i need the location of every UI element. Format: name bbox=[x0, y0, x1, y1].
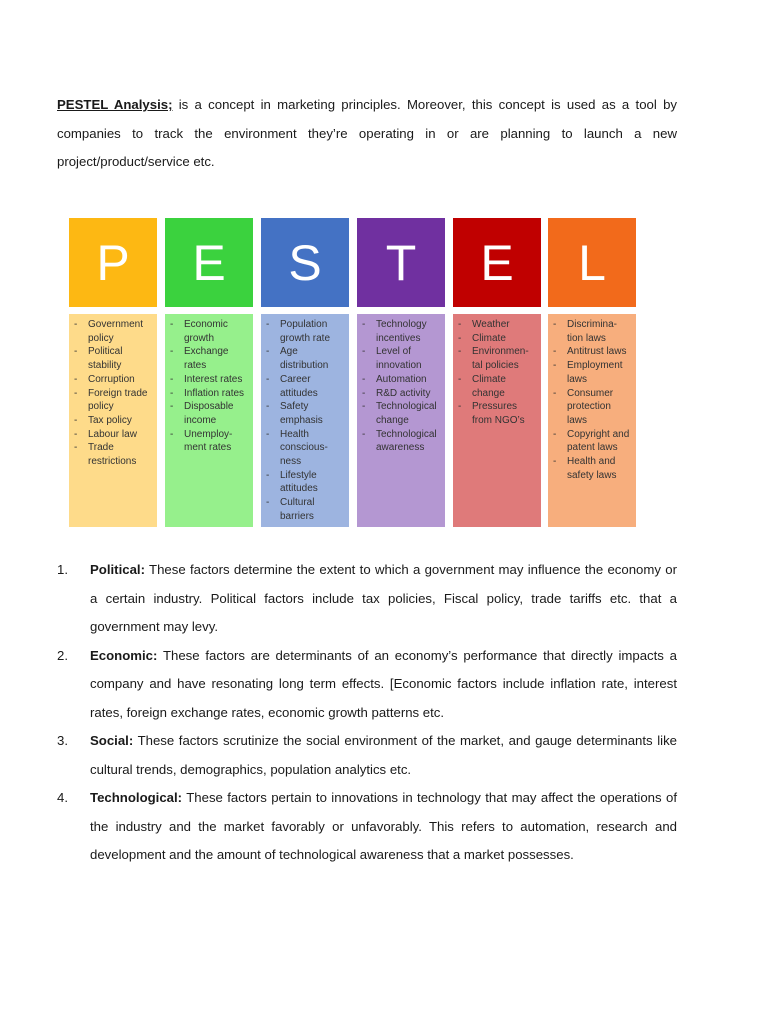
pestel-list-legal bbox=[548, 314, 636, 482]
pestel-item-text: Safety emphasis bbox=[280, 401, 323, 426]
pestel-column-economic bbox=[165, 218, 253, 528]
bullet-dash: - bbox=[170, 401, 174, 413]
pestel-list-item bbox=[264, 318, 346, 345]
pestel-column-legal bbox=[548, 218, 636, 528]
pestel-list-item bbox=[72, 318, 154, 345]
bullet-dash: - bbox=[170, 387, 174, 399]
pestel-list-political bbox=[69, 314, 157, 469]
pestel-item-text: Health conscious-ness bbox=[280, 428, 328, 468]
pestel-body-social bbox=[261, 314, 349, 527]
pestel-body-legal bbox=[548, 314, 636, 527]
pestel-list-social bbox=[261, 314, 349, 524]
pestel-item-text: Climate bbox=[472, 332, 506, 344]
factor-label: Social: bbox=[90, 733, 134, 748]
intro-paragraph bbox=[57, 91, 677, 177]
pestel-item-text: Health and safety laws bbox=[567, 456, 617, 481]
pestel-item-text: Unemploy-ment rates bbox=[184, 428, 233, 454]
pestel-list-item bbox=[551, 345, 633, 359]
bullet-dash: - bbox=[74, 373, 78, 385]
pestel-list-item bbox=[264, 345, 346, 372]
pestel-list-item bbox=[72, 428, 154, 442]
pestel-item-text: Inflation rates bbox=[184, 387, 245, 399]
intro-term: PESTEL Analysis; bbox=[57, 97, 173, 112]
bullet-dash: - bbox=[74, 442, 78, 454]
pestel-letter-e-environmental: E bbox=[453, 218, 541, 307]
factor-item-technological bbox=[57, 784, 677, 870]
factor-number: 3. bbox=[57, 733, 68, 748]
pestel-list-item bbox=[456, 400, 538, 427]
pestel-item-text: Discrimina-tion laws bbox=[567, 319, 617, 344]
factor-label: Political: bbox=[90, 562, 145, 577]
pestel-list-item bbox=[456, 318, 538, 332]
pestel-item-text: Economic growth bbox=[184, 319, 228, 344]
pestel-body-environmental bbox=[453, 314, 541, 527]
bullet-dash: - bbox=[458, 319, 462, 330]
pestel-item-text: Copyright and patent laws bbox=[567, 428, 630, 454]
pestel-item-text: Weather bbox=[472, 319, 510, 330]
factor-text: These factors determine the extent to which a government may influence the economy or a certain industry. Political factors include tax policies, Fiscal policy, trade tariffs etc. that a government may levy. bbox=[90, 562, 677, 634]
factor-text: These factors scrutinize the social environment of the market, and gauge determinants like cultural trends, demographics, population analytics etc. bbox=[90, 733, 677, 777]
bullet-dash: - bbox=[170, 319, 174, 330]
bullet-dash: - bbox=[458, 332, 462, 344]
factor-number: 4. bbox=[57, 790, 68, 805]
pestel-list-item bbox=[456, 373, 538, 400]
pestel-body-economic bbox=[165, 314, 253, 527]
pestel-list-item bbox=[551, 359, 633, 386]
bullet-dash: - bbox=[266, 401, 270, 413]
pestel-item-text: Population growth rate bbox=[280, 319, 331, 344]
pestel-list-item bbox=[551, 318, 633, 345]
bullet-dash: - bbox=[266, 469, 270, 481]
pestel-list-item bbox=[360, 318, 442, 345]
bullet-dash: - bbox=[362, 401, 366, 413]
pestel-item-text: Technological change bbox=[376, 401, 437, 426]
pestel-item-text: R&D activity bbox=[376, 387, 431, 399]
bullet-dash: - bbox=[74, 428, 78, 440]
pestel-item-text: Exchange rates bbox=[184, 346, 229, 372]
bullet-dash: - bbox=[458, 373, 462, 385]
bullet-dash: - bbox=[74, 414, 78, 426]
pestel-list-item bbox=[551, 387, 633, 428]
pestel-item-text: Lifestyle attitudes bbox=[280, 469, 318, 495]
pestel-list-item bbox=[456, 332, 538, 346]
pestel-column-environmental bbox=[453, 218, 541, 528]
bullet-dash: - bbox=[74, 346, 78, 358]
bullet-dash: - bbox=[458, 401, 462, 413]
pestel-item-text: Environmen-tal policies bbox=[472, 346, 529, 372]
pestel-list-item bbox=[360, 345, 442, 372]
pestel-list-item bbox=[456, 345, 538, 372]
bullet-dash: - bbox=[553, 319, 557, 330]
bullet-dash: - bbox=[362, 373, 366, 385]
pestel-item-text: Political stability bbox=[88, 346, 123, 372]
pestel-column-political bbox=[69, 218, 157, 528]
pestel-list-item bbox=[264, 496, 346, 523]
bullet-dash: - bbox=[553, 360, 557, 372]
pestel-list-item bbox=[264, 373, 346, 400]
bullet-dash: - bbox=[170, 428, 174, 440]
pestel-letter-e: E bbox=[165, 218, 253, 307]
factor-number: 1. bbox=[57, 562, 68, 577]
bullet-dash: - bbox=[266, 497, 270, 509]
factor-text: These factors pertain to innovations in technology that may affect the operations of the industry and the market favorably or unfavorably. This refers to automation, research and development and the amount of technological awareness that a market possesses. bbox=[90, 790, 677, 862]
bullet-dash: - bbox=[553, 456, 557, 468]
pestel-list-item bbox=[551, 428, 633, 455]
pestel-item-text: Government policy bbox=[88, 319, 144, 344]
pestel-list-item bbox=[72, 345, 154, 372]
bullet-dash: - bbox=[553, 387, 557, 399]
bullet-dash: - bbox=[170, 346, 174, 358]
pestel-item-text: Tax policy bbox=[88, 414, 132, 426]
pestel-list-technological bbox=[357, 314, 445, 455]
pestel-list-item bbox=[168, 318, 250, 345]
pestel-letter-s: S bbox=[261, 218, 349, 307]
pestel-list-item bbox=[360, 387, 442, 401]
bullet-dash: - bbox=[266, 319, 270, 330]
pestel-item-text: Technology incentives bbox=[376, 319, 427, 344]
pestel-item-text: Technological awareness bbox=[376, 428, 437, 454]
pestel-item-text: Career attitudes bbox=[280, 373, 318, 399]
pestel-letter-l: L bbox=[548, 218, 636, 307]
pestel-list-item bbox=[72, 441, 154, 468]
factor-item-social bbox=[57, 727, 677, 784]
pestel-item-text: Age distribution bbox=[280, 346, 329, 372]
pestel-list-item bbox=[360, 373, 442, 387]
pestel-list-item bbox=[264, 428, 346, 469]
pestel-list-economic bbox=[165, 314, 253, 455]
pestel-item-text: Employment laws bbox=[567, 360, 623, 385]
factor-item-political bbox=[57, 556, 677, 642]
pestel-list-item bbox=[168, 400, 250, 427]
factor-item-economic bbox=[57, 642, 677, 728]
bullet-dash: - bbox=[362, 428, 366, 440]
bullet-dash: - bbox=[266, 428, 270, 440]
pestel-list-item bbox=[360, 428, 442, 455]
bullet-dash: - bbox=[362, 346, 366, 358]
pestel-item-text: Cultural barriers bbox=[280, 497, 315, 522]
bullet-dash: - bbox=[362, 387, 366, 399]
pestel-list-item bbox=[168, 345, 250, 372]
pestel-letter-p: P bbox=[69, 218, 157, 307]
pestel-item-text: Labour law bbox=[88, 428, 137, 440]
pestel-list-item bbox=[168, 373, 250, 387]
bullet-dash: - bbox=[458, 346, 462, 358]
pestel-list-item bbox=[551, 455, 633, 482]
intro-text: is a concept in marketing principles. Moreover, this concept is used as a tool by companies to track the environment they’re operating in or are planning to launch a new project/product/service etc. bbox=[57, 97, 677, 169]
bullet-dash: - bbox=[553, 428, 557, 440]
pestel-item-text: Consumer protection laws bbox=[567, 387, 614, 426]
pestel-list-item bbox=[360, 400, 442, 427]
pestel-item-text: Foreign trade policy bbox=[88, 387, 148, 413]
pestel-list-item bbox=[264, 400, 346, 427]
pestel-list-item bbox=[72, 387, 154, 414]
pestel-item-text: Climate change bbox=[472, 373, 506, 399]
pestel-item-text: Level of innovation bbox=[376, 346, 422, 372]
pestel-body-political bbox=[69, 314, 157, 527]
pestel-column-technological bbox=[357, 218, 445, 528]
factor-number: 2. bbox=[57, 647, 68, 663]
pestel-body-technological bbox=[357, 314, 445, 527]
pestel-item-text: Corruption bbox=[88, 373, 135, 385]
bullet-dash: - bbox=[170, 373, 174, 385]
pestel-item-text: Pressures from NGO’s bbox=[472, 401, 525, 426]
pestel-list-item bbox=[72, 373, 154, 387]
pestel-list-environmental bbox=[453, 314, 541, 428]
factor-label: Technological: bbox=[90, 790, 183, 805]
bullet-dash: - bbox=[266, 346, 270, 358]
bullet-dash: - bbox=[266, 373, 270, 385]
pestel-list-item bbox=[168, 428, 250, 455]
pestel-item-text: Trade restrictions bbox=[88, 442, 137, 468]
pestel-item-text: Disposable income bbox=[184, 401, 234, 426]
factors-list bbox=[57, 556, 677, 870]
bullet-dash: - bbox=[74, 387, 78, 399]
pestel-list-item bbox=[264, 469, 346, 496]
pestel-list-item bbox=[168, 387, 250, 401]
pestel-item-text: Interest rates bbox=[184, 373, 243, 385]
pestel-column-social bbox=[261, 218, 349, 528]
pestel-diagram bbox=[69, 218, 636, 528]
pestel-item-text: Antitrust laws bbox=[567, 346, 627, 358]
bullet-dash: - bbox=[362, 319, 366, 330]
pestel-letter-t: T bbox=[357, 218, 445, 307]
bullet-dash: - bbox=[74, 319, 78, 330]
factor-text: These factors are determinants of an economy’s performance that directly impacts a company and have resonating long term effects. [Economic factors include inflation rate, interest rates, foreign exchange rates, economic growth patterns etc. bbox=[90, 647, 677, 720]
pestel-list-item bbox=[72, 414, 154, 428]
pestel-item-text: Automation bbox=[376, 373, 427, 385]
factor-label: Economic: bbox=[90, 647, 158, 663]
bullet-dash: - bbox=[553, 346, 557, 358]
